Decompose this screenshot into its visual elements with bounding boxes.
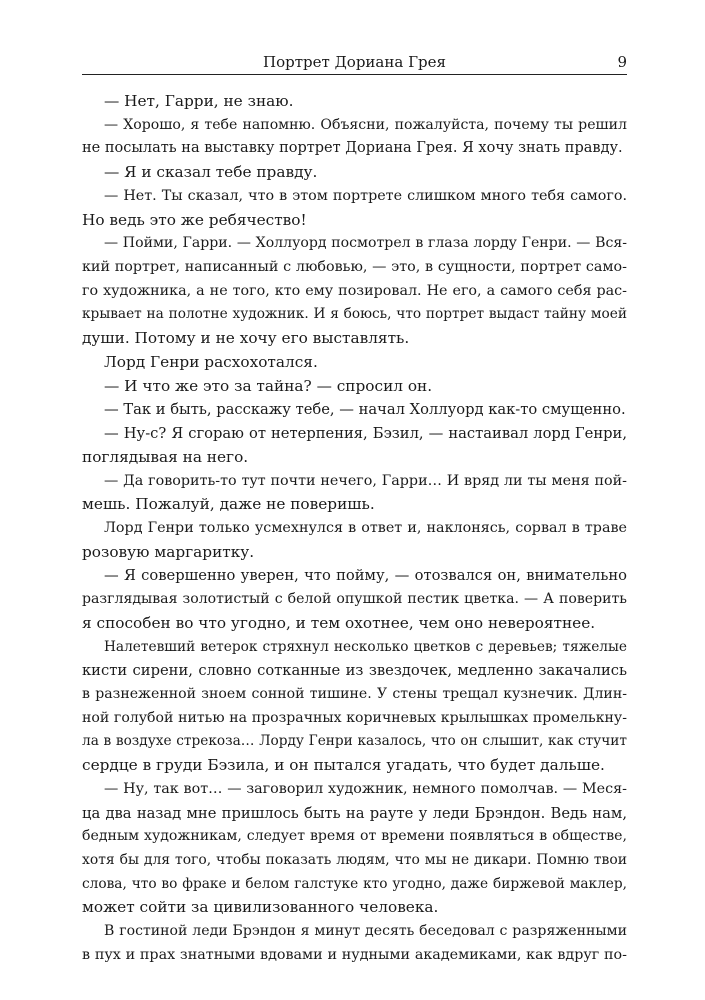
text-line: в разнеженной зноем сонной тишине. У стены трещал кузнечик. Длин- [82,685,627,702]
text-line: ца два назад мне пришлось быть на рауте у леди Брэндон. Ведь нам, [82,804,627,822]
text-line: — Нет. Ты сказал, что в этом портрете слишком много тебя самого. [104,187,627,204]
text-line: ла в воздухе стрекоза… Лорду Генри казалось, что он слышит, как стучит [82,733,627,750]
text-line: хотя бы для того, чтобы показать людям, что мы не дикари. Помню твои [82,852,627,868]
text-line: — Пойми, Гарри. — Холлуорд посмотрел в глаза лорду Генри. — Вся- [104,235,627,252]
text-line: сердце в груди Бэзила, и он пытался угадать, что будет дальше. [82,756,605,775]
text-line: ной голубой нитью на прозрачных коричневых крылышках промелькну- [82,709,627,726]
text-line: — Ну-с? Я сгораю от нетерпения, Бэзил, — настаивал лорд Генри, [104,425,627,443]
text-line: слова, что во фраке и белом галстуке кто угодно, даже биржевой маклер, [82,875,627,892]
text-line: кий портрет, написанный с любовью, — это, в сущности, портрет само- [82,259,627,276]
text-line: Но ведь это же ребячество! [82,210,307,229]
text-line: может сойти за цивилизованного человека. [82,898,439,917]
text-line: го художника, а не того, кто ему позировал. Не его, а самого себя рас- [82,282,627,299]
text-line: кисти сирени, словно сотканные из звездочек, медленно закачались [82,662,627,680]
text-line: — Хорошо, я тебе напомню. Объясни, пожалуйста, почему ты решил [104,116,627,133]
text-line: Лорд Генри только усмехнулся в ответ и, наклонясь, сорвал в траве [104,519,627,536]
body-text [82,90,627,968]
text-line: не посылать на выставку портрет Дориана Грея. Я хочу знать правду. [82,140,623,157]
text-line: бедным художникам, следует время от времени появляться в обществе, [82,828,627,845]
text-line: — И что же это за тайна? — спросил он. [104,376,433,395]
text-line: разглядывая золотистый с белой опушкой пестик цветка. — А поверить [82,591,627,608]
text-line: крывает на полотне художник. И я боюсь, что портрет выдаст тайну моей [82,306,627,323]
text-line: — Да говорить-то тут почти нечего, Гарри… И вряд ли ты меня пой- [104,472,627,489]
text-line: розовую маргаритку. [82,542,255,561]
text-line: — Ну, так вот… — заговорил художник, немного помолчав. — Меся- [104,780,627,797]
text-line: души. Потому и не хочу его выставлять. [82,329,410,348]
text-line: — Я совершенно уверен, что пойму, — отозвался он, внимательно [104,567,627,585]
running-header [82,52,627,75]
text-line: мешь. Пожалуй, даже не поверишь. [82,495,375,514]
running-title: Портрет Дориана Грея [263,53,446,71]
text-line: я способен во что угодно, и тем охотнее, чем оно невероятнее. [82,613,596,632]
text-line: поглядывая на него. [82,447,249,466]
text-line: в пух и прах знатными вдовами и нудными академиками, как вдруг по- [82,946,627,963]
text-line: Лорд Генри расхохотался. [104,352,318,371]
text-line: — Так и быть, расскажу тебе, — начал Холлуорд как-то смущенно. [104,401,626,419]
text-line: Налетевший ветерок стряхнул несколько цветков с деревьев; тяжелые [104,638,627,655]
text-line: — Нет, Гарри, не знаю. [104,92,294,110]
text-line: В гостиной леди Брэндон я минут десять беседовал с разряженными [104,923,627,940]
text-line: — Я и сказал тебе правду. [104,163,318,182]
page-number: 9 [617,53,627,71]
